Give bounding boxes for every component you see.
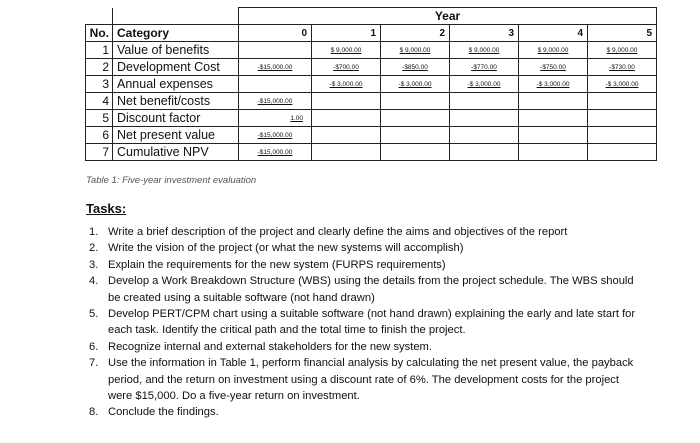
list-item xyxy=(86,224,646,240)
table-row xyxy=(86,144,657,161)
item-text: Write a brief description of the project and clearly define the aims and objectives of the report xyxy=(108,226,568,238)
item-number: 2. xyxy=(89,242,99,255)
row-category: Cumulative NPV xyxy=(113,144,239,161)
cell-value: -$15,000.00 xyxy=(239,127,312,144)
item-number: 4. xyxy=(89,275,99,288)
item-number: 1. xyxy=(89,226,99,238)
list-item xyxy=(86,306,646,339)
cell-value xyxy=(588,110,657,127)
cell-value xyxy=(381,110,450,127)
cell-value: $ 9,000.00 xyxy=(450,42,519,59)
year-col-2: 2 xyxy=(381,25,450,42)
cell-value xyxy=(312,110,381,127)
year-col-4: 4 xyxy=(519,25,588,42)
row-category: Development Cost xyxy=(113,59,239,76)
row-number: 2 xyxy=(86,59,113,76)
item-number: 6. xyxy=(89,340,99,353)
cell-value: -$850.00 xyxy=(381,59,450,76)
cell-value xyxy=(312,127,381,144)
tasks-heading: Tasks: xyxy=(86,201,127,216)
item-number: 8. xyxy=(89,406,99,419)
row-number: 1 xyxy=(86,42,113,59)
cell-value: -$ 3,000.00 xyxy=(519,76,588,93)
list-item xyxy=(86,339,646,355)
table-caption: Table 1: Five-year investment evaluation xyxy=(86,175,257,186)
cell-value xyxy=(312,144,381,161)
list-item xyxy=(86,257,646,273)
row-category: Annual expenses xyxy=(113,76,239,93)
cell-value: -$730.00 xyxy=(588,59,657,76)
table-row xyxy=(86,76,657,93)
row-number: 4 xyxy=(86,93,113,110)
investment-table xyxy=(85,7,657,161)
cell-value xyxy=(588,144,657,161)
item-text: Develop a Work Breakdown Structure (WBS) using the details from the project schedule. The WBS should be created using a suitable software (not hand drawn) xyxy=(108,275,634,304)
list-item xyxy=(86,240,646,256)
year-row xyxy=(86,8,657,25)
item-text: Use the information in Table 1, perform financial analysis by calculating the net present value, the payback period, and the return on investment using a discount rate of 6%. The development costs for the project were $15,000. Do a five-year return on investment. xyxy=(108,357,634,403)
cell-value xyxy=(450,93,519,110)
row-number: 7 xyxy=(86,144,113,161)
cell-value: $ 9,000.00 xyxy=(381,42,450,59)
item-number: 3. xyxy=(89,258,99,271)
cell-value xyxy=(450,144,519,161)
cell-value: $ 9,000.00 xyxy=(519,42,588,59)
list-item xyxy=(86,273,646,306)
cell-value: $ 9,000.00 xyxy=(588,42,657,59)
cell-value xyxy=(519,93,588,110)
row-number: 5 xyxy=(86,110,113,127)
table-row xyxy=(86,42,657,59)
cell-value xyxy=(588,93,657,110)
row-category: Net present value xyxy=(113,127,239,144)
cell-value: -$15,000.00 xyxy=(239,59,312,76)
cell-value xyxy=(381,144,450,161)
item-number: 5. xyxy=(89,308,99,321)
row-category: Net benefit/costs xyxy=(113,93,239,110)
cell-value: -$15,000.00 xyxy=(239,93,312,110)
year-col-5: 5 xyxy=(588,25,657,42)
cell-value: -$770.00 xyxy=(450,59,519,76)
cell-value xyxy=(588,127,657,144)
cell-value xyxy=(450,110,519,127)
table-row xyxy=(86,110,657,127)
no-header: No. xyxy=(86,25,113,42)
item-number: 7. xyxy=(89,357,99,370)
list-item xyxy=(86,355,646,404)
cell-value: 1.00 xyxy=(239,110,312,127)
row-number: 6 xyxy=(86,127,113,144)
tasks-list xyxy=(86,224,646,421)
item-text: Develop PERT/CPM chart using a suitable software (not hand drawn) explaining the early and late start for each task. Identify the critical path and the total time to finish the project. xyxy=(108,308,636,337)
item-text: Recognize internal and external stakeholders for the new system. xyxy=(108,340,432,353)
table-row xyxy=(86,59,657,76)
cell-value xyxy=(312,93,381,110)
category-header: Category xyxy=(113,25,239,42)
item-text: Conclude the findings. xyxy=(108,406,219,419)
cell-value xyxy=(239,42,312,59)
cell-value xyxy=(450,127,519,144)
cell-value xyxy=(381,127,450,144)
cell-value xyxy=(519,127,588,144)
header-row xyxy=(86,25,657,42)
row-number: 3 xyxy=(86,76,113,93)
year-col-1: 1 xyxy=(312,25,381,42)
item-text: Write the vision of the project (or what the new systems will accomplish) xyxy=(108,242,464,255)
cell-value: $ 9,000.00 xyxy=(312,42,381,59)
cell-value: -$15,000.00 xyxy=(239,144,312,161)
cell-value xyxy=(239,76,312,93)
row-category: Discount factor xyxy=(113,110,239,127)
cell-value: -$750.00 xyxy=(519,59,588,76)
year-col-3: 3 xyxy=(450,25,519,42)
list-item xyxy=(86,404,646,420)
table-row xyxy=(86,93,657,110)
cell-value xyxy=(519,110,588,127)
year-header: Year xyxy=(239,8,657,25)
cell-value: -$700.00 xyxy=(312,59,381,76)
year-col-0: 0 xyxy=(239,25,312,42)
row-category: Value of benefits xyxy=(113,42,239,59)
table-row xyxy=(86,127,657,144)
item-text: Explain the requirements for the new system (FURPS requirements) xyxy=(108,258,446,271)
cell-value: -$ 3,000.00 xyxy=(312,76,381,93)
cell-value: -$ 3,000.00 xyxy=(450,76,519,93)
cell-value: -$ 3,000.00 xyxy=(381,76,450,93)
cell-value xyxy=(519,144,588,161)
cell-value xyxy=(381,93,450,110)
cell-value: -$ 3,000.00 xyxy=(588,76,657,93)
